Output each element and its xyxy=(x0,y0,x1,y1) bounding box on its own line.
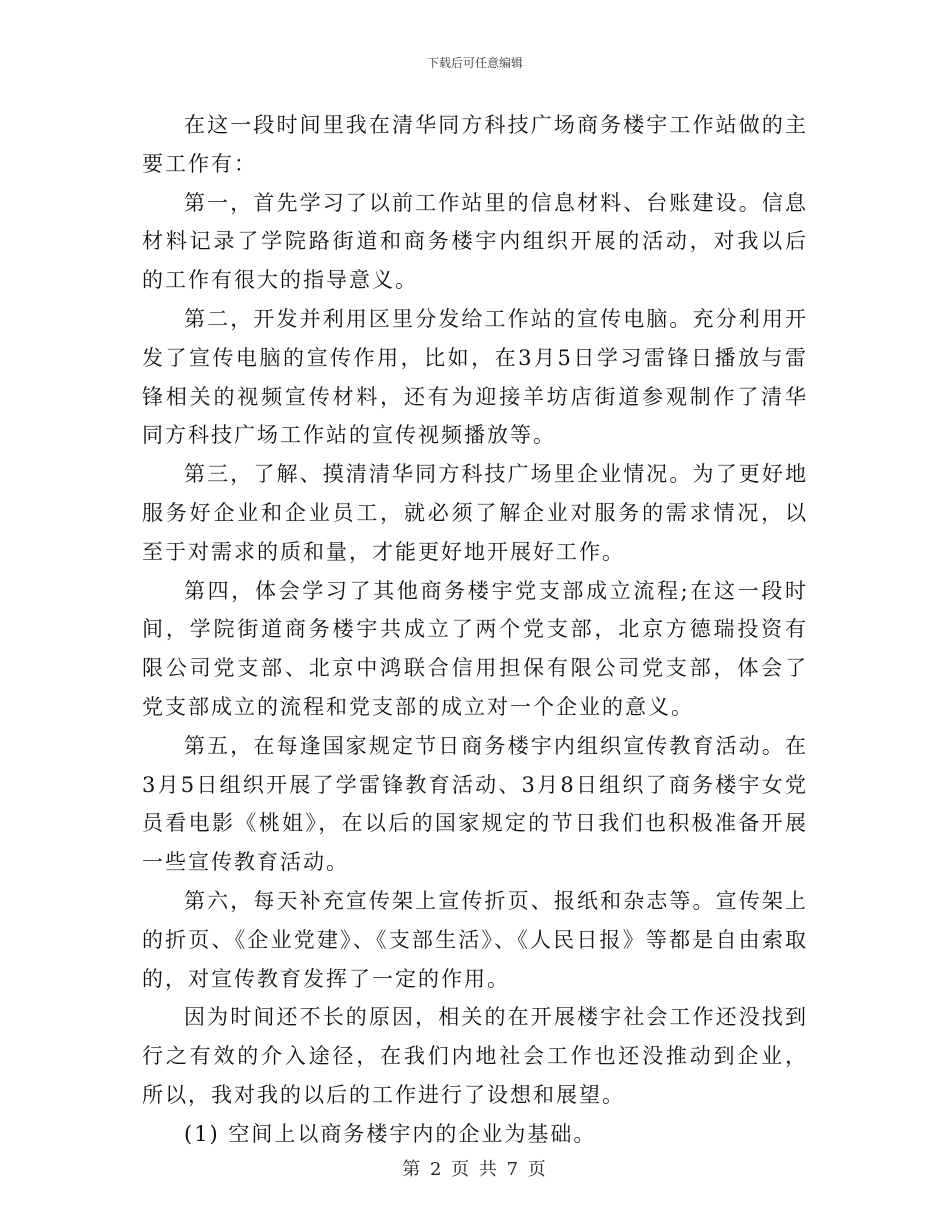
current-page-number: 2 xyxy=(429,1159,444,1180)
paragraph-first: 第一，首先学习了以前工作站里的信息材料、台账建设。信息材料记录了学院路街道和商务楼宇内组织开展的活动，对我以后的工作有很大的指导意义。 xyxy=(142,190,808,293)
paragraph-third: 第三，了解、摸清清华同方科技广场里企业情况。为了更好地服务好企业和企业员工，就必须了解企业对服务的需求情况，以至于对需求的质和量，才能更好地开展好工作。 xyxy=(142,462,808,564)
paragraph-outlook: 因为时间还不长的原因，相关的在开展楼宇社会工作还没找到行之有效的介入途径，在我们内地社会工作也还没推动到企业，所以，我对我的以后的工作进行了设想和展望。 xyxy=(142,1005,808,1107)
paragraph-fifth: 第五，在每逢国家规定节日商务楼宇内组织宣传教育活动。在3月5日组织开展了学雷锋教育活动、3月8日组织了商务楼宇女党员看电影《桃姐》，在以后的国家规定的节日我们也积极准备开展一些宣传教育活动。 xyxy=(142,733,808,875)
paragraph-sixth: 第六，每天补充宣传架上宣传折页、报纸和杂志等。宣传架上的折页、《企业党建》、《支部生活》、《人民日报》等都是自由索取的，对宣传教育发挥了一定的作用。 xyxy=(142,888,808,991)
page-header: 下载后可任意编辑 xyxy=(426,56,523,70)
paragraph-item-1: (1) 空间上以商务楼宇内的企业为基础。 xyxy=(184,1121,597,1146)
page-label-middle: 页 共 xyxy=(451,1159,499,1180)
page-footer xyxy=(0,1155,950,1181)
paragraph-fourth: 第四，体会学习了其他商务楼宇党支部成立流程;在这一段时间，学院街道商务楼宇共成立了两个党支部，北京方德瑞投资有限公司党支部、北京中鸿联合信用担保有限公司党支部，体会了党支部成立的流程和党支部的成立对一个企业的意义。 xyxy=(142,578,808,719)
paragraph-intro: 在这一段时间里我在清华同方科技广场商务楼宇工作站做的主要工作有： xyxy=(142,113,808,176)
paragraph-second: 第二，开发并利用区里分发给工作站的宣传电脑。充分利用开发了宣传电脑的宣传作用，比如，在3月5日学习雷锋日播放与雷锋相关的视频宣传材料，还有为迎接羊坊店街道参观制作了清华同方科技广场工作站的宣传视频播放等。 xyxy=(142,306,808,448)
total-page-count: 7 xyxy=(506,1159,521,1180)
page-label-suffix: 页 xyxy=(527,1159,548,1180)
document-body xyxy=(142,106,808,1154)
page-label-prefix: 第 xyxy=(402,1159,423,1180)
